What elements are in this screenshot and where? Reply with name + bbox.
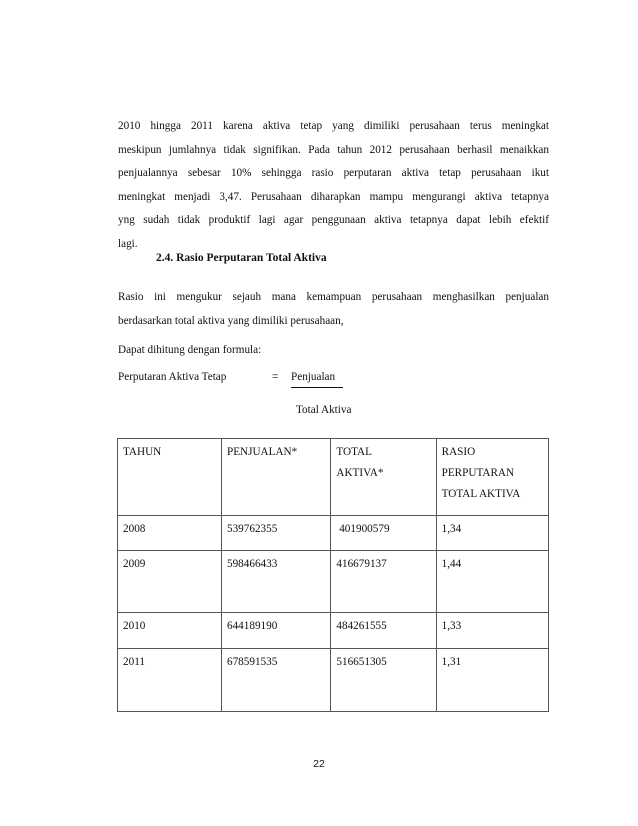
cell-year: 2009 [118,551,222,613]
cell-year: 2010 [118,613,222,649]
formula-denominator: Total Aktiva [296,404,352,416]
cell-year: 2008 [118,516,222,551]
text-line: penjualannya sebesar 10% sehingga rasio perputaran aktiva tetap perusahaan ikut [118,167,549,179]
cell-sales: 644189190 [221,613,330,649]
text-line: meningkat menjadi 3,47. Perusahaan diharapkan mampu mengurangi aktiva tetapnya [118,190,549,203]
formula-left-side: Perputaran Aktiva Tetap [118,371,227,383]
formula-numerator: Penjualan [291,371,343,388]
cell-sales: 539762355 [221,516,330,551]
header-label: AKTIVA* [336,467,384,479]
text-line: Rasio ini mengukur sejauh mana kemampuan perusahaan menghasilkan penjualan [118,291,549,303]
cell-ratio: 1,44 [436,551,548,613]
header-label: TOTAL [336,446,372,458]
table-row [118,649,549,712]
text-line: yng sudah tidak produktif lagi agar penggunaan aktiva tetapnya dapat lebih efektif [118,214,549,226]
paragraph-fixed-asset-conclusion [118,115,549,256]
cell-total-assets: 401900579 [331,516,436,551]
text-line: 2010 hingga 2011 karena aktiva tetap yang dimiliki perusahaan terus meningkat [118,120,549,132]
cell-sales: 678591535 [221,649,330,712]
cell-sales: 598466433 [221,551,330,613]
table-row [118,516,549,551]
header-cell-rasio [436,439,548,516]
header-cell-tahun [118,439,222,516]
header-label: PERPUTARAN [441,467,515,479]
header-label: TOTAL AKTIVA [441,488,521,500]
text-line: berdasarkan total aktiva yang dimiliki perusahaan, [118,314,344,327]
cell-total-assets: 516651305 [331,649,436,712]
header-label: PENJUALAN* [226,446,298,458]
text-line: lagi. [118,237,138,250]
text-line: meskipun jumlahnya tidak signifikan. Pada tahun 2012 perusahaan berhasil menaikkan [118,143,549,156]
formula-intro: Dapat dihitung dengan formula: [118,344,262,356]
asset-turnover-table [117,438,549,712]
table-row [118,613,549,649]
page-number: 22 [313,758,325,770]
cell-total-assets: 416679137 [331,551,436,613]
table-row [118,551,549,613]
table-header-row [118,439,549,516]
paragraph-ratio-definition [118,286,549,333]
header-label: TAHUN [123,446,162,458]
header-label: RASIO [441,446,476,458]
cell-ratio: 1,33 [436,613,548,649]
cell-ratio: 1,34 [436,516,548,551]
section-heading: 2.4. Rasio Perputaran Total Aktiva [156,252,327,264]
cell-ratio: 1,31 [436,649,548,712]
formula-equals-sign: = [272,371,279,383]
cell-year: 2011 [118,649,222,712]
header-cell-penjualan [221,439,330,516]
cell-total-assets: 484261555 [331,613,436,649]
header-cell-total-aktiva [331,439,436,516]
